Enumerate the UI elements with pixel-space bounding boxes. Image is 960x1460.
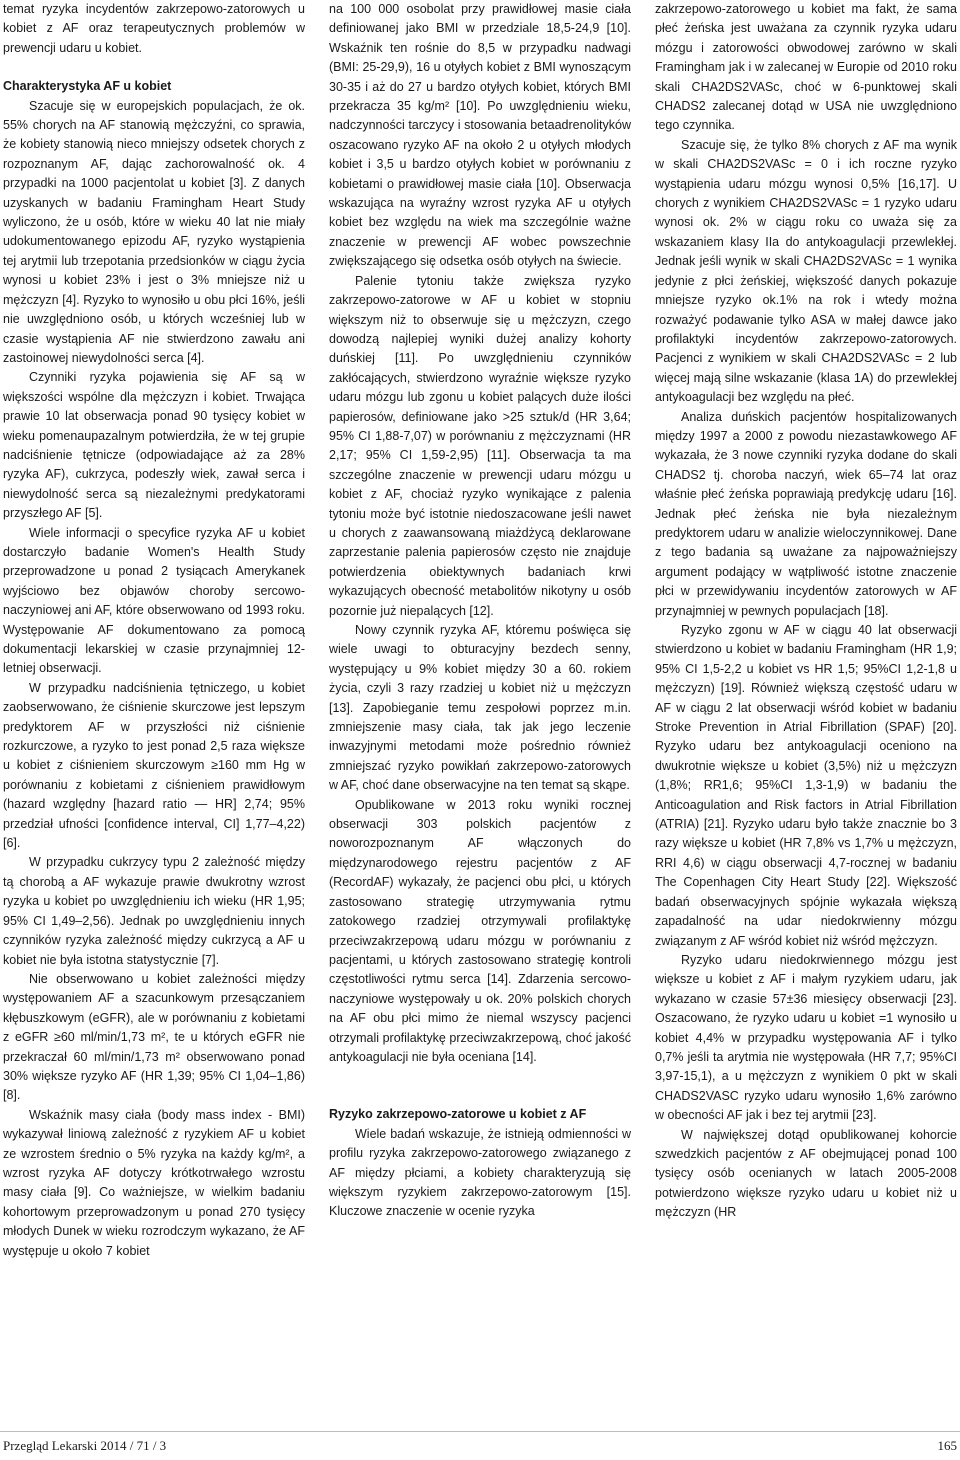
paragraph: Szacuje się, że tylko 8% chorych z AF ma wynik w skali CHA2DS2VASc = 0 i ich roczne ryzyko wystąpienia udaru mózgu wynosi 0,5% [16,17]. U chorych z wynikiem CHA2DS2VASc = 1 ryzyko udaru wynosi ok. 2% w ciągu roku co uważa się za wskazaniem klasy IIa do antykoagulacji przewlekłej. Jednak jeśli wynik w skali CHA2DS2VASc = 1 wynika jedynie z płci żeńskiej, większość danych pokazuje mniejsze ryzyko ok.1% na rok i wtedy można rozważyć podawanie tylko ASA w małej dawce jako profilaktyki incydentów zakrzepowo-zatorowych. Pacjenci z wynikiem w skali CHA2DS2VASc = 2 lub więcej mają silne wskazanie (klasa 1A) do przewlekłej antykoagulacji bez względu na płeć. xyxy=(655,137,957,405)
page-footer xyxy=(0,1432,960,1460)
paragraph: Palenie tytoniu także zwiększa ryzyko zakrzepowo-zatorowe w AF u kobiet w stopniu większym niż to obserwuje się u mężczyzn, czego dowodzą najlepiej wyniki dużej analizy kohorty duńskiej [11]. Po uwzględnieniu czynników zakłócających, stwierdzono wyraźnie większe ryzyko udaru mózgu lub zgonu u kobiet palących duże ilości papierosów, definiowane jako >25 sztuk/d (HR 3,64; 95% CI 1,88-7,07) w porównaniu z mężczyznami (HR 2,17; 95% CI 1,59-2,95) [11]. Obserwacja ta ma szczególne znaczenie w prewencji udaru mózgu u kobiet z AF, chociaż ryzyko wynikające z palenia tytoniu może być istotnie niedoszacowane jeśli nawet u chorych z zaawansowaną miażdżycą deklarowane zaprzestanie palenia papierosów często nie znajduje potwierdzenia obiektywnych badaniach krwi wykazujących obecność metabolitów nikotyny u osób pozornie już niepalących [12]. xyxy=(329,273,631,618)
paragraph: Szacuje się w europejskich populacjach, że ok. 55% chorych na AF stanowią mężczyźni, co sprawia, że kobiety stanowią nieco mniejszy odsetek chorych z rozpoznanym AF, dając zachorowalność ok. 4 przypadki na 1000 pacjentolat u kobiet [3]. Z danych uzyskanych w badaniu Framingham Heart Study wyliczono, że u osób, które w wieku 40 lat nie miały udokumentowanego epizodu AF, ryzyko wystąpienia tej arytmii lub trzepotania przedsionków w ciągu życia wynosi u kobiet 23% i jest o 3% mniejsze niż u mężczyzn [4]. Ryzyko to wynosiło u obu płci 16%, jeśli nie uwzględniono osób, u których wcześniej lub w czasie wystąpienia AF nie stwierdzono zawału ani zastoinowej niewydolności serca [4]. xyxy=(3,98,305,365)
paragraph: na 100 000 osobolat przy prawidłowej masie ciała definiowanej jako BMI w przedziale 18,5-24,9 [10]. Wskaźnik ten rośnie do 8,5 w przypadku nadwagi (BMI: 25-29,9), 16 u otyłych kobiet z BMI wynoszącym 30-35 i aż do 27 u bardzo otyłych kobiet, których BMI przekracza 35 kg/m² [10]. Po uwzględnieniu wieku, nadczynności tarczycy i stosowania betaadrenolityków oszacowano ryzyko AF na około 2 u otyłych młodych kobiet i 3,5 u bardzo otyłych kobiet w porównaniu z kobietami o prawidłowej masie ciała [10]. Obserwacja wskazująca na wyraźny wzrost ryzyka AF u otyłych kobiet bez względu na wiek ma szczególnie ważne znaczenie w prewencji AF wobec powszechnie zwiększającego się odsetka osób otyłych na świecie. xyxy=(329,2,631,269)
paragraph: Wskaźnik masy ciała (body mass index - BMI) wykazywał liniową zależność z ryzykiem AF u kobiet ze wzrostem średnio o 5% ryzyka na każdy kg/m², a wzrost ryzyka AF dotyczy krótkotrwałego wzrostu masy ciała [9]. Co ważniejsze, w wielkim badaniu kohortowym przeprowadzonym u ponad 270 tysięcy młodych Dunek w wieku rozrodczym wykazano, że AF występuje u około 7 kobiet xyxy=(3,1107,305,1258)
paragraph: Analiza duńskich pacjentów hospitalizowanych między 1997 a 2000 z powodu niezastawkowego AF wykazała, że 3 nowe czynniki ryzyka dodane do skali CHADS2 tj. choroba naczyń, wiek 65–74 lat oraz właśnie płeć żeńska poprawiają predykcję udaru [16]. Jednak płeć żeńska nie była niezależnym predyktorem udaru w analizie wieloczynnikowej. Dane z tego badania są uważane za najpoważniejszy argument podający w wątpliwość istotne znaczenie płci w przewidywaniu incydentów zatorowych w AF przynajmniej w pewnych populacjach [18]. xyxy=(655,409,957,618)
page-number: 165 xyxy=(937,1438,957,1453)
column-left xyxy=(3,0,305,1430)
paragraph: zakrzepowo-zatorowego u kobiet ma fakt, że sama płeć żeńska jest uważana za czynnik ryzyka udaru mózgu i zatorowości obwodowej zarówno w skali Framingham jak i w zalecanej w Europie od 2010 roku skali CHA2DS2VASc, choć w 6-punktowej skali CHADS2 zalecanej dotąd w USA nie uwzględniono tego czynnika. xyxy=(655,2,957,133)
paragraph: Czynniki ryzyka pojawienia się AF są w większości wspólne dla mężczyzn i kobiet. Trwająca prawie 10 lat obserwacja ponad 90 tysięcy kobiet w wieku pomenaupazalnym potwierdziła, że w tej grupie nadciśnienie tętnicze (odpowiadające aż za 28% ryzyka AF), cukrzyca, podeszły wiek, zawał serca i niewydolność serca są niezależnymi predykatorami przyszłego AF [5]. xyxy=(3,370,305,521)
paragraph: Ryzyko udaru niedokrwiennego mózgu jest większe u kobiet z AF i małym ryzykiem udaru, jak wykazano w czasie 57±36 miesięcy obserwacji [23]. Oszacowano, że ryzyko udaru u kobiet =1 wynosiło u kobiet 4,4% w przypadku występowania AF i tylko 0,7% jeśli ta arytmia nie występowała (HR 7,7; 95%CI 3,97-15,1), a u mężczyzn z wynikiem 0 pkt w skali CHADS2VASC ryzyko udaru wynosiło 1,6% zarówno w obecności AF jak i bez tej arytmii [23]. xyxy=(655,952,957,1123)
paragraph: W przypadku cukrzycy typu 2 zależność między tą chorobą a AF wykazuje prawie dwukrotny wzrost ryzyka u kobiet po uwzględnieniu ich wieku (HR 1,95; 95% CI 1,49–2,56). Jednak po uwzględnieniu innych czynników ryzyka zależność między cukrzycą a AF u kobiet nie była istotna statystycznie [7]. xyxy=(3,855,305,967)
column-right xyxy=(655,0,957,1430)
paragraph: temat ryzyka incydentów zakrzepowo-zatorowych u kobiet z AF oraz terapeutycznych problemów w prewencji udaru u kobiet. xyxy=(3,2,305,55)
paragraph: Nie obserwowano u kobiet zależności między występowaniem AF a szacunkowym przesączaniem kłębuszkowym (eGFR), ale w porównaniu z kobietami z eGFR ≥60 ml/min/1,73 m², te u których eGFR nie przekraczał 60 ml/min/1,73 m² obserwowano ponad 30% większe ryzyko AF (HR 1,39; 95% CI 1,04–1,86) [8]. xyxy=(3,971,305,1103)
paragraph: W największej dotąd opublikowanej kohorcie szwedzkich pacjentów z AF obejmującej ponad 100 tysięcy osób ocenianych w latach 2005-2008 potwierdzono większe ryzyko udaru u kobiet niż u mężczyzn (HR xyxy=(655,1127,957,1220)
paragraph: Opublikowane w 2013 roku wyniki rocznej obserwacji 303 polskich pacjentów z noworozpoznanym AF włączonych do międzynarodowego rejestru pacjentów z AF (RecordAF) wykazały, że pacjenci obu płci, u których zastosowano strategię utrzymywania rytmu zatokowego rzadziej otrzymywali profilaktykę przeciwzakrzepową udaru mózgu w porównaniu z pacjentami, u których zastosowano strategię kontroli częstotliwości rytmu serca [14]. Zdarzenia sercowo-naczyniowe występowały u ok. 20% polskich chorych na AF obu płci mimo że niemal wszyscy pacjenci otrzymali profilaktykę przeciwzakrzepową, choć jakość antykoagulacji nie była oceniana [14]. xyxy=(329,797,631,1064)
column-middle xyxy=(329,0,631,1430)
paragraph: Wiele informacji o specyfice ryzyka AF u kobiet dostarczyło badanie Women's Health Study przeprowadzone u ponad 2 tysiącach Amerykanek wyjściowo bez objawów choroby sercowo-naczyniowej ani AF, które obserwowano od 1993 roku. Występowanie AF dokumentowano za pomocą dokumentacji lekarskiej w czasie przynajmniej 12-letniej obserwacji. xyxy=(3,525,305,676)
section-heading: Charakterystyka AF u kobiet xyxy=(3,79,172,94)
paragraph: Wiele badań wskazuje, że istnieją odmienności w profilu ryzyka zakrzepowo-zatorowego związanego z AF między płciami, a kobiety charakteryzują się większym ryzykiem zakrzepowo-zatorowym [15]. Kluczowe znaczenie w ocenie ryzyka xyxy=(329,1126,631,1219)
journal-citation: Przegląd Lekarski 2014 / 71 / 3 xyxy=(3,1438,167,1453)
paragraph: W przypadku nadciśnienia tętniczego, u kobiet zaobserwowano, że ciśnienie skurczowe jest lepszym predyktorem AF w przyszłości niż ciśnienie rozkurczowe, a ryzyko to jest ponad 2,5 raza większe u kobiet z ciśnieniem skurczowym ≥160 mm Hg w porównaniu z kobietami z ciśnieniem prawidłowym (hazard względny [hazard ratio — HR] 2,74; 95% przedział ufności [confidence interval, CI] 1,77–4,22) [6]. xyxy=(3,680,305,851)
paragraph: Nowy czynnik ryzyka AF, któremu poświęca się wiele uwagi to obturacyjny bezdech senny, występujący u 9% kobiet między 30 a 60. rokiem życia, czyli 3 razy rzadziej u kobiet niż u mężczyzn [13]. Zapobieganie temu zespołowi poprzez m.in. zmniejszenie masy ciała, tak jak jego leczenie inwazyjnymi metodami może pośrednio również zmniejszać ryzyko powikłań zakrzepowo-zatorowych w AF, choć dane obserwacyjne na ten temat są skąpe. xyxy=(329,623,631,793)
section-heading: Ryzyko zakrzepowo-zatorowe u kobiet z AF xyxy=(329,1107,587,1122)
paragraph: Ryzyko zgonu w AF w ciągu 40 lat obserwacji stwierdzono u kobiet w badaniu Framingham (HR 1,9; 95% CI 1,5-2,2 u kobiet vs HR 1,5; 95%CI 1,2-1,8 u mężczyzn) [19]. Również większą częstość udaru w AF w ciągu 2 lat obserwacji wśród kobiet w badaniu Stroke Prevention in Atrial Fibrillation (SPAF) [20]. Ryzyko udaru bez antykoagulacji oceniono na dwukrotnie większe u kobiet (3,5%) niż u mężczyzn (1,8%; RR1,6; 95%CI 1,3-1,9) w badaniu the Anticoagulation and Risk factors in Atrial Fibrillation (ATRIA) [21]. Ryzyko udaru było także znacznie bo 3 razy większe u kobiet (HR 7,8% vs 1,7% u mężczyzn, RRI 4,6) w ciągu obserwacji 4,7-rocznej w badaniu The Copenhagen City Heart Study [22]. Większość badań obserwacyjnych spójnie wykazała większą zapadalność na udar niedokrwienny mózgu związanym z AF wśród kobiet niż wśród mężczyzn. xyxy=(655,623,957,948)
